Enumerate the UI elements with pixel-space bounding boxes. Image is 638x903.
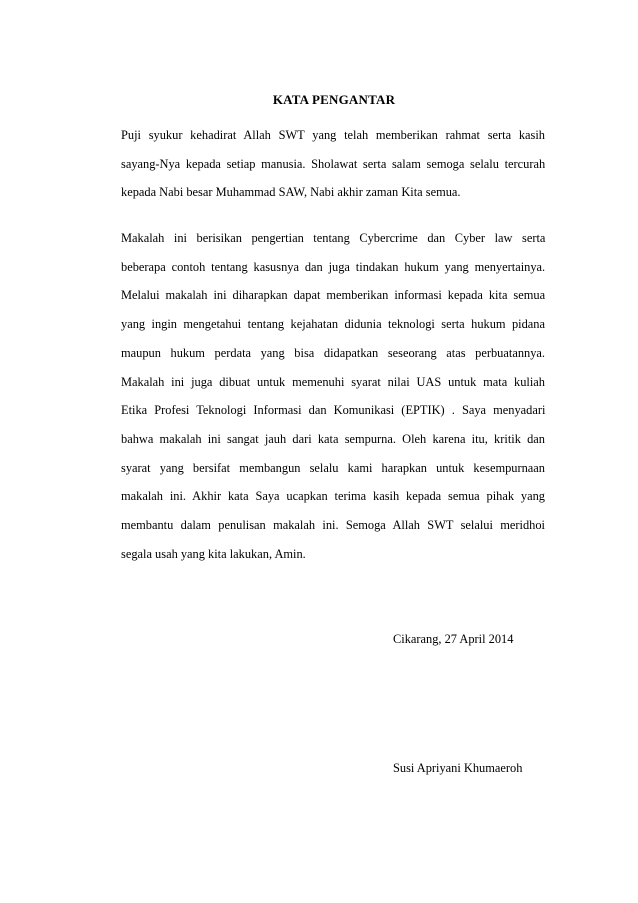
paragraph-line: Puji syukur kehadirat Allah SWT yang telah memberikan rahmat serta kasih	[121, 128, 545, 142]
paragraph-body	[121, 224, 545, 568]
paragraph-line: Makalah ini juga dibuat untuk memenuhi syarat nilai UAS untuk mata kuliah	[121, 374, 546, 389]
paragraph-line: sayang-Nya kepada setiap manusia. Sholawat serta salam semoga selalu tercurah	[121, 156, 546, 171]
paragraph-line: Melalui makalah ini diharapkan dapat memberikan informasi kepada kita semua	[121, 288, 546, 303]
paragraph-line: yang ingin mengetahui tentang kejahatan didunia teknologi serta hukum pidana	[121, 317, 545, 332]
paragraph-line: syarat yang bersifat membangun selalu kami harapkan untuk kesempurnaan	[121, 460, 545, 475]
paragraph-line: makalah ini. Akhir kata Saya ucapkan terima kasih kepada semua pihak yang	[121, 489, 545, 504]
author-name: Susi Apriyani Khumaeroh	[393, 761, 523, 775]
document-title: KATA PENGANTAR	[272, 92, 396, 107]
paragraph-line: Etika Profesi Teknologi Informasi dan Komunikasi (EPTIK) . Saya menyadari	[121, 403, 546, 418]
paragraph-line: segala usah yang kita lakukan, Amin.	[121, 546, 306, 561]
paragraph-line: maupun hukum perdata yang bisa didapatkan seseorang atas perbuatannya.	[121, 345, 545, 360]
paragraph-line: membantu dalam penulisan makalah ini. Semoga Allah SWT selalui meridhoi	[121, 518, 545, 533]
paragraph-line: Makalah ini berisikan pengertian tentang Cybercrime dan Cyber law serta	[121, 231, 546, 245]
paragraph-line: bahwa makalah ini sangat jauh dari kata sempurna. Oleh karena itu, kritik dan	[121, 431, 545, 446]
paragraph-opening	[121, 121, 545, 207]
paragraph-line: kepada Nabi besar Muhammad SAW, Nabi akhir zaman Kita semua.	[121, 185, 461, 200]
paragraph-line: beberapa contoh tentang kasusnya dan juga tindakan hukum yang menyertainya.	[121, 259, 546, 274]
place-date: Cikarang, 27 April 2014	[393, 632, 514, 646]
